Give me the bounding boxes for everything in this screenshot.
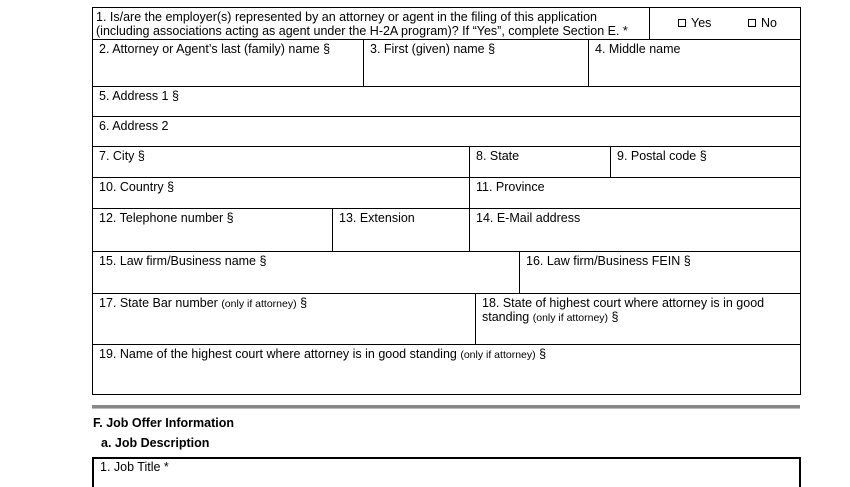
highest-court-name-mark: §: [539, 347, 547, 361]
highest-court-name-note: (only if attorney): [460, 349, 536, 361]
job-title-label: 1. Job Title *: [100, 460, 169, 474]
section-divider: [92, 405, 800, 409]
state-bar-number-field[interactable]: [92, 293, 476, 345]
state-bar-number-label: [99, 296, 307, 312]
country-field[interactable]: [92, 177, 470, 209]
law-firm-name-label: 15. Law firm/Business name §: [99, 254, 267, 268]
highest-court-state-mark: §: [611, 310, 619, 324]
law-firm-name-field[interactable]: [92, 251, 520, 294]
yes-label: Yes: [691, 16, 712, 30]
yes-checkbox[interactable]: [678, 19, 686, 27]
extension-field[interactable]: [332, 208, 470, 252]
law-firm-fein-field[interactable]: [519, 251, 801, 294]
attorney-last-name-label: 2. Attorney or Agent’s last (family) name §: [99, 42, 331, 56]
state-label: 8. State: [476, 149, 520, 163]
telephone-field[interactable]: [92, 208, 333, 252]
law-firm-fein-label: 16. Law firm/Business FEIN §: [526, 254, 691, 268]
postal-code-label: 9. Postal code §: [617, 149, 707, 163]
q1-answer-cell: [649, 7, 801, 40]
highest-court-state-field[interactable]: [475, 293, 801, 345]
section-f-title: F. Job Offer Information: [93, 416, 234, 430]
state-bar-number-mark: §: [300, 296, 308, 310]
address-1-label: 5. Address 1 §: [99, 89, 179, 103]
q1-line2: (including associations acting as agent under the H-2A program)? If “Yes”, complete Section E. *: [96, 24, 628, 38]
address-2-field[interactable]: [92, 116, 801, 147]
section-f-subtitle: a. Job Description: [101, 436, 210, 450]
telephone-label: 12. Telephone number §: [99, 211, 234, 225]
country-label: 10. Country §: [99, 180, 175, 194]
middle-name-field[interactable]: [588, 39, 801, 87]
highest-court-state-label-line2: [482, 310, 618, 326]
highest-court-state-note: (only if attorney): [532, 312, 609, 324]
address-2-label: 6. Address 2: [99, 119, 169, 133]
highest-court-name-text: 19. Name of the highest court where attorney is in good standing: [99, 347, 457, 361]
first-name-field[interactable]: [363, 39, 589, 87]
state-bar-number-text: 17. State Bar number: [99, 296, 218, 310]
province-field[interactable]: [469, 177, 801, 209]
q1-question-cell: [92, 7, 650, 40]
yes-option[interactable]: [678, 16, 711, 30]
middle-name-label: 4. Middle name: [595, 42, 681, 56]
no-option[interactable]: [748, 16, 777, 30]
attorney-last-name-field[interactable]: [92, 39, 364, 87]
highest-court-state-standing: standing: [482, 310, 530, 324]
first-name-label: 3. First (given) name §: [370, 42, 496, 56]
extension-label: 13. Extension: [339, 211, 415, 225]
city-field[interactable]: [92, 146, 470, 178]
city-label: 7. City §: [99, 149, 145, 163]
province-label: 11. Province: [476, 180, 545, 194]
no-label: No: [761, 16, 777, 30]
state-field[interactable]: [469, 146, 611, 178]
address-1-field[interactable]: [92, 86, 801, 117]
job-title-field[interactable]: [92, 457, 801, 487]
email-label: 14. E-Mail address: [476, 211, 581, 225]
no-checkbox[interactable]: [748, 19, 756, 27]
q1-line1: 1. Is/are the employer(s) represented by an attorney or agent in the filing of this application: [96, 10, 597, 24]
highest-court-name-field[interactable]: [92, 344, 801, 395]
state-bar-number-note: (only if attorney): [221, 298, 297, 310]
postal-code-field[interactable]: [610, 146, 801, 178]
highest-court-state-label-line1: 18. State of highest court where attorney is in good: [482, 296, 765, 310]
email-field[interactable]: [469, 208, 801, 252]
highest-court-name-label: [99, 347, 546, 363]
